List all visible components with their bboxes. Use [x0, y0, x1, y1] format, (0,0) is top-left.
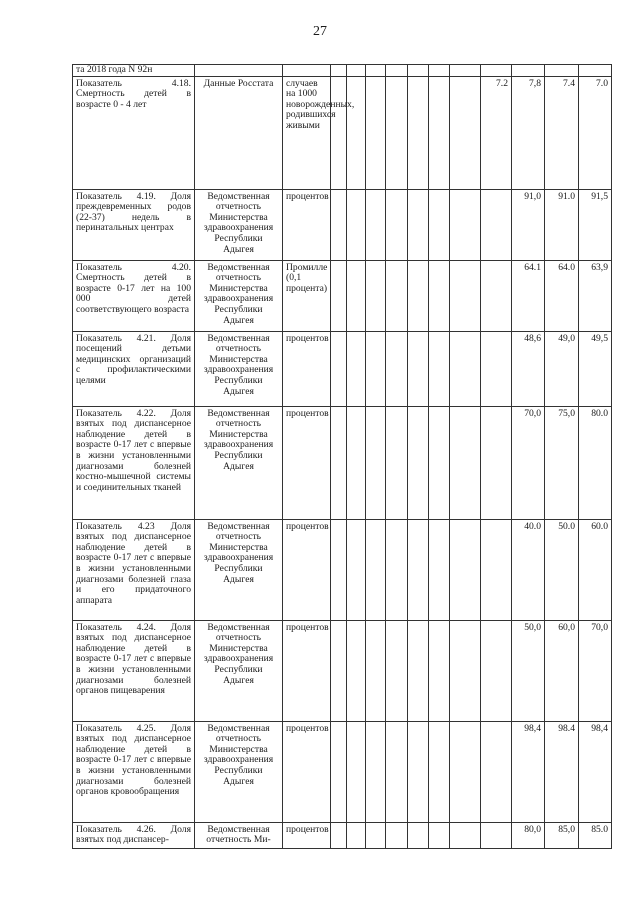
value-cell: [450, 620, 481, 721]
value-cell: [386, 189, 408, 260]
value-cell: [408, 519, 429, 620]
value-cell: [331, 260, 347, 331]
value-cell: [408, 189, 429, 260]
value-cell: [386, 822, 408, 848]
indicator-name-cell: Показатель 4.23 Доля взятых под диспансерное наблюдение детей в возрасте 0-17 лет с впервые в жизни установленными диагнозами болезней глаза и его придаточного аппарата: [73, 519, 195, 620]
value-cell: [450, 406, 481, 519]
table-row: [73, 76, 612, 189]
value-cell: [366, 406, 386, 519]
table-row: [73, 260, 612, 331]
value-cell: [366, 519, 386, 620]
value-cell: 85.0: [579, 822, 612, 848]
source-cell: Ведомственная отчетность Министерства здравоохранения Республики Адыгея: [195, 519, 283, 620]
indicator-name-cell: Показатель 4.21. Доля посещений детьми медицинских организаций с профилактическими целями: [73, 331, 195, 406]
unit-cell: процентов: [283, 721, 331, 822]
value-cell: [331, 406, 347, 519]
value-cell: 7.2: [481, 76, 512, 189]
unit-cell: процентов: [283, 822, 331, 848]
source-cell: Ведомственная отчетность Ми-: [195, 822, 283, 848]
value-cell: [386, 620, 408, 721]
source-cell: Данные Росстата: [195, 76, 283, 189]
value-cell: 80,0: [512, 822, 545, 848]
value-cell: 60,0: [545, 620, 579, 721]
value-cell: [450, 189, 481, 260]
value-cell: [450, 76, 481, 189]
value-cell: [429, 519, 450, 620]
value-cell: [366, 721, 386, 822]
value-cell: [347, 189, 366, 260]
value-cell: 7,8: [512, 76, 545, 189]
value-cell: 50.0: [545, 519, 579, 620]
value-cell: 98,4: [512, 721, 545, 822]
value-cell: [408, 331, 429, 406]
value-cell: [366, 260, 386, 331]
page-number: 27: [313, 24, 327, 39]
value-cell: [331, 822, 347, 848]
value-cell: 7.4: [545, 76, 579, 189]
indicator-name-cell: Показатель 4.24. Доля взятых под диспансерное наблюдение детей в возрасте 0-17 лет с впервые в жизни установленными диагнозами болезней органов пищеварения: [73, 620, 195, 721]
value-cell: 91.0: [545, 189, 579, 260]
value-cell: 70,0: [512, 406, 545, 519]
value-cell: 98,4: [579, 721, 612, 822]
value-cell: [450, 331, 481, 406]
value-cell: [331, 189, 347, 260]
indicator-name-cell: Показатель 4.22. Доля взятых под диспансерное наблюдение детей в возрасте 0-17 лет с впервые в жизни установленными диагнозами болезней костно-мышечной системы и соединительных тканей: [73, 406, 195, 519]
value-cell: 70,0: [579, 620, 612, 721]
value-cell: 98.4: [545, 721, 579, 822]
value-cell: [450, 721, 481, 822]
indicator-name-cell: Показатель 4.20. Смертность детей в возрасте 0-17 лет на 100 000 детей соответствующего возраста: [73, 260, 195, 331]
value-cell: [366, 822, 386, 848]
value-cell: 64.1: [512, 260, 545, 331]
value-cell: [347, 822, 366, 848]
value-cell: [386, 406, 408, 519]
table-row: [73, 620, 612, 721]
value-cell: [366, 331, 386, 406]
value-cell: 50,0: [512, 620, 545, 721]
unit-cell: случаев на 1000 новорожденных, родившихся живыми: [283, 76, 331, 189]
indicator-name-cell: Показатель 4.19. Доля преждевременных родов (22-37) недель в перинатальных центрах: [73, 189, 195, 260]
value-cell: [429, 406, 450, 519]
value-cell: [429, 189, 450, 260]
value-cell: 91,5: [579, 189, 612, 260]
value-cell: 85,0: [545, 822, 579, 848]
value-cell: 63,9: [579, 260, 612, 331]
value-cell: [331, 519, 347, 620]
value-cell: [429, 260, 450, 331]
table-row: [73, 822, 612, 848]
continuation-text: та 2018 года N 92н: [73, 65, 195, 77]
value-cell: 7.0: [579, 76, 612, 189]
value-cell: [366, 76, 386, 189]
value-cell: [408, 822, 429, 848]
value-cell: [429, 331, 450, 406]
value-cell: [331, 721, 347, 822]
value-cell: [429, 822, 450, 848]
value-cell: [408, 406, 429, 519]
value-cell: [331, 331, 347, 406]
value-cell: [481, 189, 512, 260]
value-cell: [347, 406, 366, 519]
value-cell: 49,0: [545, 331, 579, 406]
table-row: [73, 189, 612, 260]
value-cell: 64.0: [545, 260, 579, 331]
value-cell: [481, 519, 512, 620]
continuation-row: [73, 65, 612, 77]
value-cell: [481, 406, 512, 519]
value-cell: 60.0: [579, 519, 612, 620]
table-row: [73, 519, 612, 620]
value-cell: [347, 519, 366, 620]
unit-cell: Промилле (0,1 процента): [283, 260, 331, 331]
value-cell: [408, 260, 429, 331]
indicator-name-cell: Показатель 4.18. Смертность детей в возрасте 0 - 4 лет: [73, 76, 195, 189]
value-cell: [408, 76, 429, 189]
value-cell: [366, 189, 386, 260]
unit-cell: процентов: [283, 189, 331, 260]
value-cell: 40.0: [512, 519, 545, 620]
value-cell: [481, 721, 512, 822]
value-cell: [347, 76, 366, 189]
value-cell: 91,0: [512, 189, 545, 260]
source-cell: Ведомственная отчетность Министерства здравоохранения Республики Адыгея: [195, 189, 283, 260]
table-row: [73, 721, 612, 822]
value-cell: 48,6: [512, 331, 545, 406]
indicator-name-cell: Показатель 4.25. Доля взятых под диспансерное наблюдение детей в возрасте 0-17 лет с впервые в жизни установленными диагнозами болезней органов кровообращения: [73, 721, 195, 822]
value-cell: [450, 260, 481, 331]
value-cell: [386, 721, 408, 822]
value-cell: [481, 822, 512, 848]
table-row: [73, 406, 612, 519]
value-cell: [429, 76, 450, 189]
value-cell: 75,0: [545, 406, 579, 519]
unit-cell: процентов: [283, 519, 331, 620]
source-cell: Ведомственная отчетность Министерства здравоохранения Республики Адыгея: [195, 331, 283, 406]
value-cell: [481, 331, 512, 406]
source-cell: Ведомственная отчетность Министерства здравоохранения Республики Адыгея: [195, 721, 283, 822]
value-cell: [450, 519, 481, 620]
source-cell: Ведомственная отчетность Министерства здравоохранения Республики Адыгея: [195, 260, 283, 331]
value-cell: [386, 76, 408, 189]
value-cell: [366, 620, 386, 721]
value-cell: 49,5: [579, 331, 612, 406]
value-cell: [386, 260, 408, 331]
source-cell: Ведомственная отчетность Министерства здравоохранения Республики Адыгея: [195, 406, 283, 519]
value-cell: [429, 721, 450, 822]
unit-cell: процентов: [283, 331, 331, 406]
table-row: [73, 331, 612, 406]
value-cell: [347, 620, 366, 721]
value-cell: [386, 519, 408, 620]
indicator-table: [72, 64, 612, 849]
value-cell: [347, 331, 366, 406]
value-cell: [481, 260, 512, 331]
value-cell: [331, 76, 347, 189]
value-cell: [481, 620, 512, 721]
value-cell: [386, 331, 408, 406]
value-cell: [408, 620, 429, 721]
value-cell: [331, 620, 347, 721]
value-cell: [408, 721, 429, 822]
unit-cell: процентов: [283, 406, 331, 519]
unit-cell: процентов: [283, 620, 331, 721]
source-cell: Ведомственная отчетность Министерства здравоохранения Республики Адыгея: [195, 620, 283, 721]
value-cell: [347, 721, 366, 822]
value-cell: [429, 620, 450, 721]
value-cell: [347, 260, 366, 331]
value-cell: 80.0: [579, 406, 612, 519]
value-cell: [450, 822, 481, 848]
indicator-name-cell: Показатель 4.26. Доля взятых под диспансер-: [73, 822, 195, 848]
